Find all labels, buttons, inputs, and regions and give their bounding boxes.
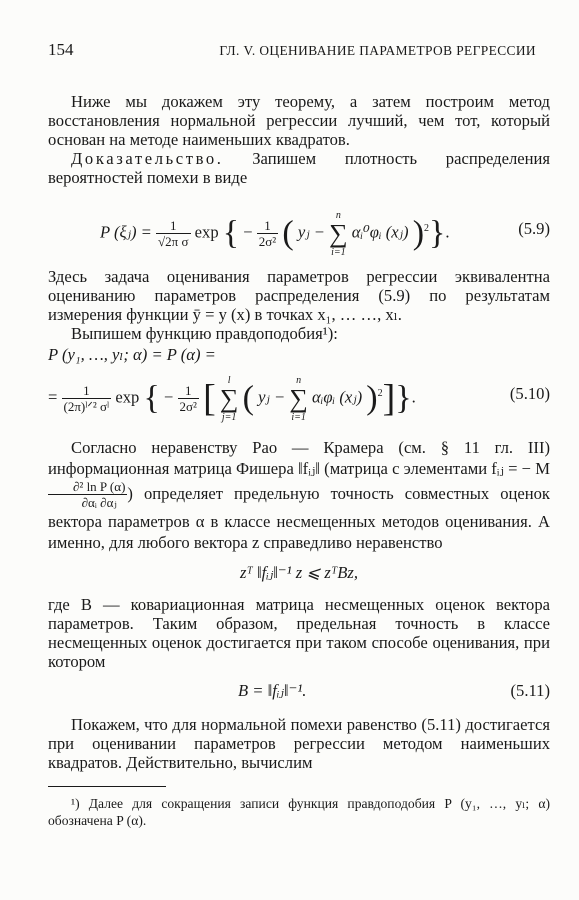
- eq59-sigma: ∑: [329, 218, 348, 248]
- eq510-close-brace: }: [395, 379, 412, 417]
- rao-cramer-text-b: ) определяет предельную точность совместных оценок вектора параметров α в классе несмещенных методов оценивания. А именно, для любого вектора z справедливо неравенство: [48, 483, 550, 552]
- eq510-fraction: [62, 383, 112, 415]
- fisher-fraction: [48, 479, 127, 511]
- equation-5-9: P (ξⱼ) = $\frac{1}{\text{√2π σ}}$ exp { − $\frac{1}{\text{2σ²}}$ ( yⱼ − n ∑ i=1 αᵢ⁰φᵢ (xⱼ) )$^2$}. (5.9): [100, 201, 550, 257]
- eq59-term: αᵢ⁰φᵢ (xⱼ): [351, 222, 409, 242]
- eq59-close-paren: ): [412, 214, 425, 252]
- equation-5-10: [48, 345, 550, 423]
- eq510-inner-sum: [289, 375, 308, 423]
- proof-label: Доказательство.: [71, 149, 224, 168]
- footnote: ¹) Далее для сокращения записи функция правдоподобия P (y₁, …, yₗ; α) обозначена P (α).: [48, 796, 550, 828]
- eq510-term: αᵢφᵢ (xⱼ): [312, 387, 363, 407]
- eq510-exp: exp: [115, 387, 140, 407]
- book-page: [48, 40, 550, 829]
- page-number: 154: [48, 40, 74, 59]
- eq59-exp: exp: [194, 222, 219, 242]
- eq59-sum-upper: n: [335, 209, 341, 221]
- eq510-frac-num: 1: [62, 383, 112, 399]
- eq510-line2: = $\frac{1}{\text{(2π)ˡᐟ² σˡ}}$ exp { − $\frac{1}{\text{2σ²}}$ [ l ∑ j=1 ( yⱼ − n ∑ i=1 αᵢφᵢ (xⱼ) )$^2$]}. (5.10): [48, 365, 550, 423]
- eq510-open-paren: (: [242, 379, 254, 417]
- eq59-lhs: P (ξⱼ) =: [100, 222, 152, 242]
- paragraph-proof: [48, 149, 550, 187]
- eq510-outer-upper: l: [227, 374, 231, 386]
- eq510-frac-den: (2π)ˡᐟ² σˡ: [63, 398, 110, 414]
- eq511-number: (5.11): [510, 681, 550, 700]
- eq59-minus: −: [243, 222, 253, 242]
- eq510-inner-lower: i=1: [291, 411, 306, 423]
- fisher-frac-den: ∂αᵢ ∂αⱼ: [81, 495, 117, 510]
- eq511-text: B = ‖fᵢⱼ‖⁻¹.: [238, 681, 307, 700]
- paragraph-covariance: где B — ковариационная матрица несмещенных оценок вектора параметров. Таким образом, предельная точность в классе несмещенных оценок достигается при таком способе оценивания, при котором: [48, 595, 550, 671]
- eq59-open-paren: (: [282, 214, 294, 252]
- page-header: [48, 40, 550, 70]
- eq510-inner-upper: n: [296, 374, 302, 386]
- eq510-yj: yⱼ −: [258, 387, 286, 407]
- eq510-outer-lower: j=1: [221, 411, 237, 423]
- eq510-inner-sigma: ∑: [289, 383, 308, 413]
- rao-cramer-text-a: Согласно неравенству Рао — Крамера (см. § 11 гл. III) информационная матрица Фишера ‖fᵢⱼ‖ (матрица с элементами fᵢⱼ = − M: [48, 438, 550, 478]
- fisher-frac-num: ∂² ln P (α): [48, 479, 127, 495]
- eq59-sum-lower: i=1: [331, 246, 346, 258]
- eq510-inner-fraction: [178, 383, 199, 415]
- paragraph-intro: Ниже мы докажем эту теорему, а затем построим метод восстановления нормальной регрессии лучший, чем тот, который основан на методе наименьших квадратов.: [48, 92, 550, 149]
- paragraph-show: Покажем, что для нормальной помехи равенство (5.11) достигается при оценивании параметров регрессии методом наименьших квадратов. Действительно, вычислим: [48, 715, 550, 772]
- eq510-line1: P (y₁, …, yₗ; α) = P (α) =: [48, 345, 216, 364]
- eq510-inner-den: 2σ²: [179, 398, 197, 414]
- eq510-outer-sum: [220, 375, 239, 423]
- eq59-frac-den: √2π σ: [158, 233, 189, 249]
- eq59-number: (5.9): [518, 219, 550, 238]
- eq510-close-bracket: ]: [382, 377, 396, 420]
- eq59-open-brace: {: [222, 214, 240, 252]
- eq510-open-brace: {: [143, 379, 160, 417]
- running-title: ГЛ. V. ОЦЕНИВАНИЕ ПАРАМЕТРОВ РЕГРЕССИИ: [219, 43, 536, 58]
- eq59-inner-den: 2σ²: [258, 233, 277, 249]
- eq510-close-paren: ): [366, 379, 378, 417]
- eq510-inner-num: 1: [178, 383, 199, 399]
- eq59-yj: yⱼ −: [297, 222, 325, 242]
- eq510-outer-sigma: ∑: [219, 383, 239, 413]
- eq510-open-bracket: [: [203, 377, 216, 420]
- eq510-number: (5.10): [509, 384, 550, 403]
- paragraph-rao-cramer: [48, 437, 550, 553]
- footnote-rule: [48, 786, 166, 787]
- equation-5-11: [48, 681, 550, 703]
- eq59-inner-num: 1: [257, 218, 278, 234]
- eq59-square: 2: [424, 223, 430, 234]
- eq59-fraction: [156, 218, 190, 250]
- eq510-square: 2: [377, 388, 383, 399]
- eq59-sum: [329, 210, 348, 258]
- eq510-minus: −: [163, 387, 174, 407]
- proof-text: Запишем плотность распределения вероятностей помехи в виде: [48, 149, 550, 187]
- eq59-close-brace: }: [429, 214, 446, 252]
- paragraph-equivalence: Здесь задача оценивания параметров регрессии эквивалентна оцениванию параметров распределения (5.9) по результатам измерения функции ȳ = y (x) в точках x₁, … …, xₗ.: [48, 267, 550, 324]
- eq59-inner-fraction: [257, 218, 278, 250]
- paragraph-likelihood: Выпишем функцию правдоподобия¹):: [71, 324, 338, 343]
- inequality: zᵀ ‖fᵢⱼ‖⁻¹ z ⩽ zᵀBz,: [239, 563, 359, 582]
- eq59-frac-num: 1: [156, 218, 190, 234]
- eq510-equals: =: [48, 387, 58, 407]
